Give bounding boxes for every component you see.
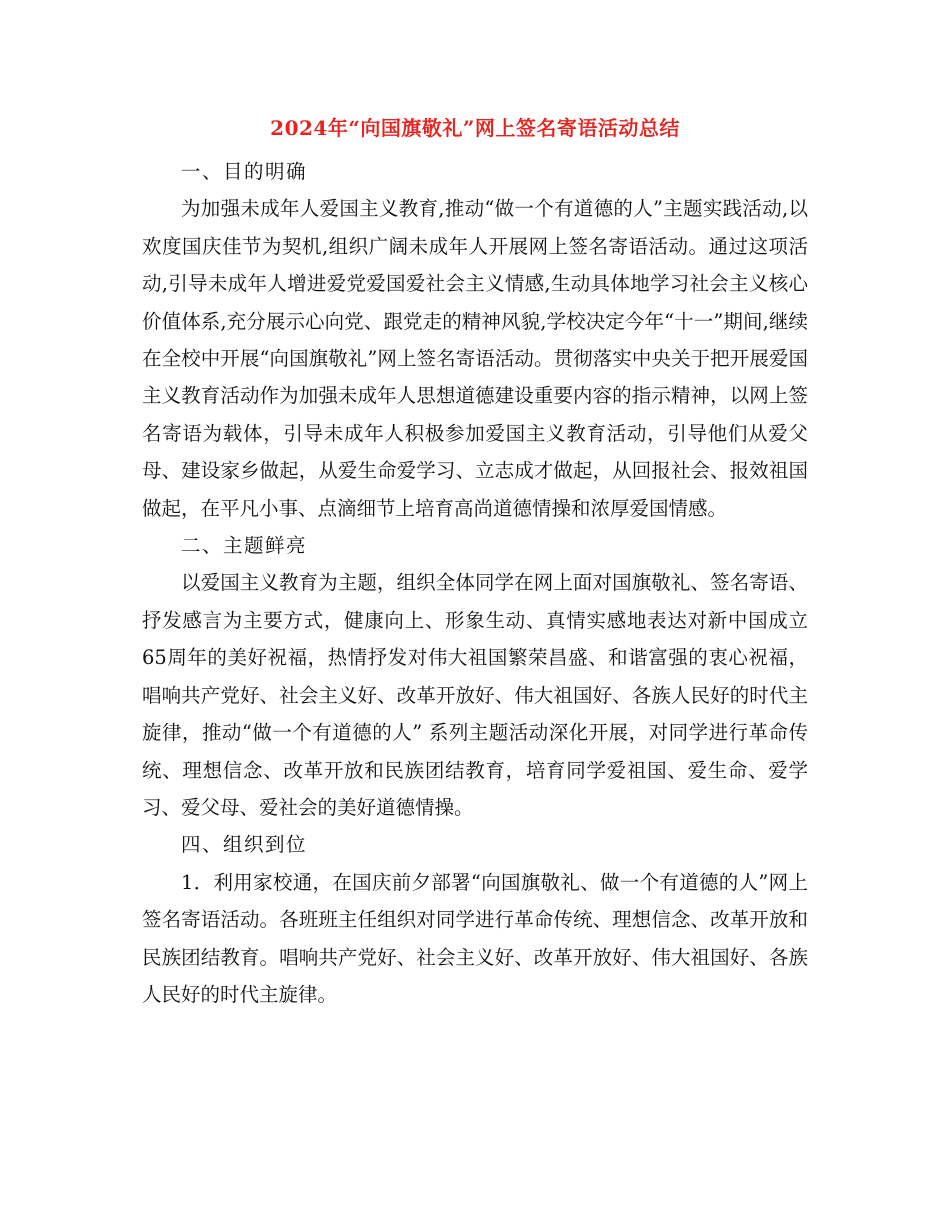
section-paragraph-organization: 1．利用家校通，在国庆前夕部署“向国旗敬礼、做一个有道德的人”网上签名寄语活动。各班班主任组织对同学进行革命传统、理想信念、改革开放和民族团结教育。唱响共产党好、社会主义好、改革开放好、伟大祖国好、各族人民好的时代主旋律。	[142, 870, 808, 1006]
document-title: 2024年“向国旗敬礼”网上签名寄语活动总结	[270, 116, 680, 140]
section-heading-organization: 四、组织到位	[181, 833, 308, 857]
section-paragraph-purpose: 为加强未成年人爱国主义教育,推动“做一个有道德的人”主题实践活动,以欢度国庆佳节为契机,组织广阔未成年人开展网上签名寄语活动。通过这项活动,引导未成年人增进爱党爱国爱社会主义情感,生动具体地学习社会主义核心价值体系,充分展示心向党、跟党走的精神风貌,学校决定今年“十一”期间,继续在全校中开展“向国旗敬礼”网上签名寄语活动。贯彻落实中央关于把开展爱国主义教育活动作为加强未成年人思想道德建设重要内容的指示精神，以网上签名寄语为载体，引导未成年人积极参加爱国主义教育活动，引导他们从爱父母、建设家乡做起，从爱生命爱学习、立志成才做起，从回报社会、报效祖国做起，在平凡小事、点滴细节上培育高尚道德情操和浓厚爱国情感。	[142, 197, 808, 520]
section-paragraph-theme: 以爱国主义教育为主题，组织全体同学在网上面对国旗敬礼、签名寄语、抒发感言为主要方式，健康向上、形象生动、真情实感地表达对新中国成立65周年的美好祝福，热情抒发对伟大祖国繁荣昌盛、和谐富强的衷心祝福，唱响共产党好、社会主义好、改革开放好、伟大祖国好、各族人民好的时代主旋律，推动“做一个有道德的人” 系列主题活动深化开展，对同学进行革命传统、理想信念、改革开放和民族团结教育，培育同学爱祖国、爱生命、爱学习、爱父母、爱社会的美好道德情操。	[142, 571, 808, 819]
document-body	[142, 153, 808, 1013]
section-heading-theme: 二、主题鲜亮	[181, 534, 308, 558]
section-heading-purpose: 一、目的明确	[181, 160, 308, 183]
